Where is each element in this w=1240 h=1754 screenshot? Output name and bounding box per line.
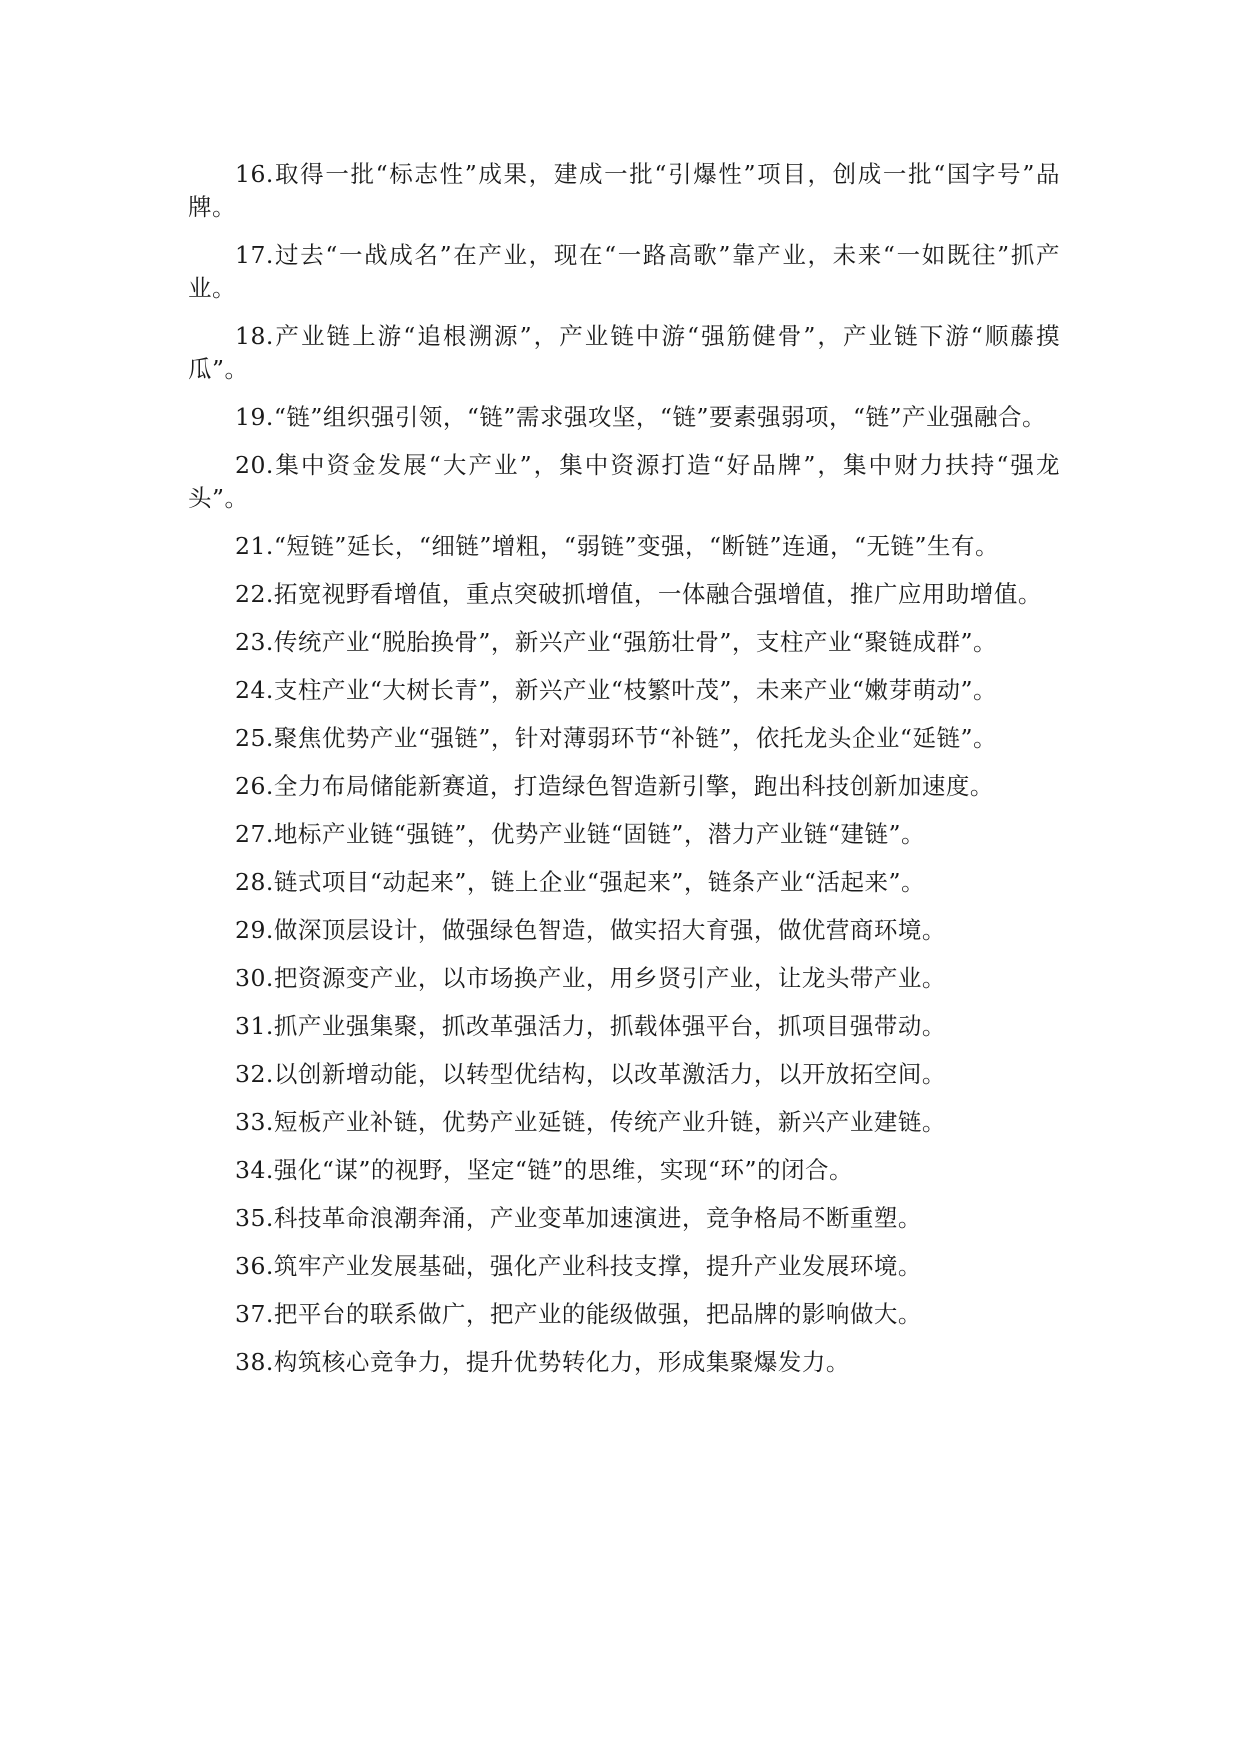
- list-item-28: 28.链式项目“动起来”，链上企业“强起来”，链条产业“活起来”。: [235, 868, 925, 896]
- list-item-38: 38.构筑核心竞争力，提升优势转化力，形成集聚爆发力。: [235, 1348, 850, 1376]
- list-item-25: 25.聚焦优势产业“强链”，针对薄弱环节“补链”，依托龙头企业“延链”。: [235, 724, 997, 752]
- list-item-22: 22.拓宽视野看增值，重点突破抓增值，一体融合强增值，推广应用助增值。: [235, 580, 1042, 608]
- list-item-19: 19.“链”组织强引领，“链”需求强攻坚，“链”要素强弱项，“链”产业强融合。: [235, 403, 1046, 431]
- list-item-31: 31.抓产业强集聚，抓改革强活力，抓载体强平台，抓项目强带动。: [235, 1012, 946, 1040]
- list-item-34: 34.强化“谋”的视野，坚定“链”的思维，实现“环”的闭合。: [235, 1156, 853, 1184]
- list-item-18: 18.产业链上游“追根溯源”，产业链中游“强筋健骨”，产业链下游“顺藤摸瓜”。: [188, 322, 1060, 383]
- list-item-27: 27.地标产业链“强链”，优势产业链“固链”，潜力产业链“建链”。: [235, 820, 925, 848]
- list-item-20: 20.集中资金发展“大产业”，集中资源打造“好品牌”，集中财力扶持“强龙头”。: [188, 451, 1060, 512]
- list-item-17: 17.过去“一战成名”在产业，现在“一路高歌”靠产业，未来“一如既往”抓产业。: [188, 241, 1060, 302]
- list-item-16: 16.取得一批“标志性”成果，建成一批“引爆性”项目，创成一批“国字号”品牌。: [188, 160, 1060, 221]
- list-item-32: 32.以创新增动能，以转型优结构，以改革激活力，以开放拓空间。: [235, 1060, 946, 1088]
- list-item-26: 26.全力布局储能新赛道，打造绿色智造新引擎，跑出科技创新加速度。: [235, 772, 994, 800]
- list-item-33: 33.短板产业补链，优势产业延链，传统产业升链，新兴产业建链。: [235, 1108, 946, 1136]
- list-item-37: 37.把平台的联系做广，把产业的能级做强，把品牌的影响做大。: [235, 1300, 922, 1328]
- list-item-29: 29.做深顶层设计，做强绿色智造，做实招大育强，做优营商环境。: [235, 916, 946, 944]
- list-item-36: 36.筑牢产业发展基础，强化产业科技支撑，提升产业发展环境。: [235, 1252, 922, 1280]
- list-item-30: 30.把资源变产业，以市场换产业，用乡贤引产业，让龙头带产业。: [235, 964, 946, 992]
- list-item-24: 24.支柱产业“大树长青”，新兴产业“枝繁叶茂”，未来产业“嫩芽萌动”。: [235, 676, 997, 704]
- list-item-21: 21.“短链”延长，“细链”增粗，“弱链”变强，“断链”连通，“无链”生有。: [235, 532, 1000, 560]
- list-item-23: 23.传统产业“脱胎换骨”，新兴产业“强筋壮骨”，支柱产业“聚链成群”。: [235, 628, 997, 656]
- list-item-35: 35.科技革命浪潮奔涌，产业变革加速演进，竞争格局不断重塑。: [235, 1204, 922, 1232]
